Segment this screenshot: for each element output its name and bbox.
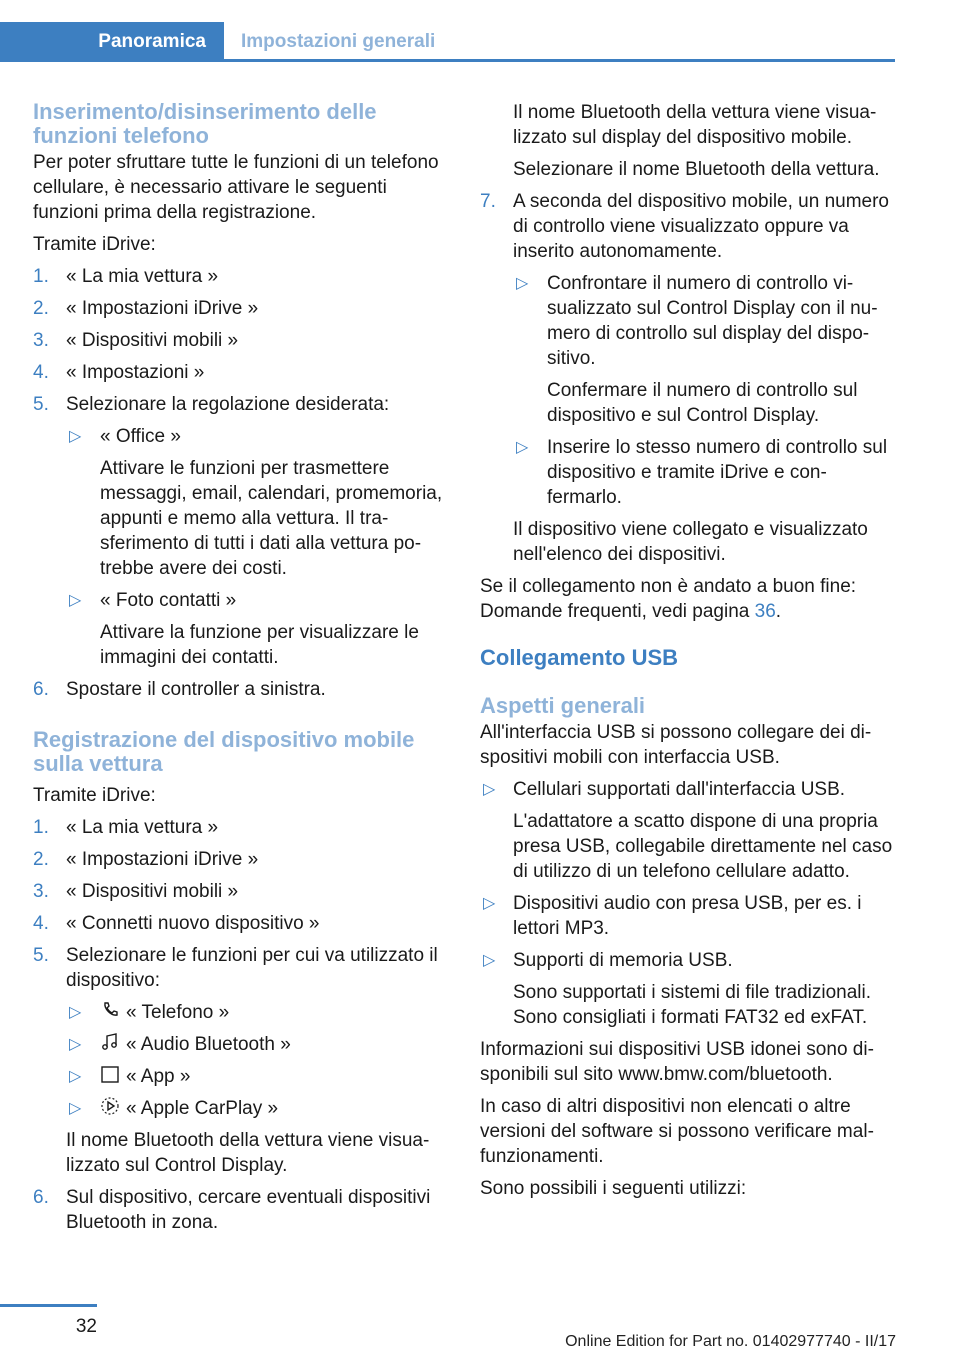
step-number: 4. <box>33 362 49 383</box>
step-number: 7. <box>480 191 496 212</box>
page-header <box>0 22 895 62</box>
tab-panoramica[interactable]: Panoramica <box>0 22 224 62</box>
bullet-confrontare <box>513 271 895 428</box>
carplay-play-icon <box>100 1096 122 1116</box>
step-text: Sul dispositivo, cercare eventuali dispositivi Bluetooth in zona. <box>66 1187 431 1233</box>
step-number: 1. <box>33 266 49 287</box>
step-number: 2. <box>33 849 49 870</box>
function-label: « Telefono » <box>126 1002 230 1023</box>
bullet-inserire <box>513 435 895 510</box>
paragraph: Il nome Bluetooth della vettura viene visualizzato sul display del dispositivo mobile. <box>513 102 877 148</box>
triangle-right-icon: ▷ <box>69 592 82 609</box>
bullet-desc: Attivare la funzione per visualizzare le immagini dei contatti. <box>100 622 419 668</box>
bullet-text: Dispositivi audio con presa USB, per es. i lettori MP3. <box>513 893 862 939</box>
right-column <box>480 100 895 1208</box>
step-number: 5. <box>33 945 49 966</box>
paragraph <box>480 574 895 624</box>
phone-icon <box>100 1000 122 1020</box>
bullet-label: « Foto contatti » <box>100 590 237 611</box>
step-text: « Dispositivi mobili » <box>66 330 239 351</box>
list-item <box>33 943 448 1178</box>
bullet-subtext: Sono supportati i sistemi di file tradizionali. Sono consigliati i formati FAT32 ed exFAT. <box>513 982 872 1028</box>
app-square-icon <box>100 1064 122 1084</box>
heading-registrazione: Registrazione del dispositivo mobile sulla vettura <box>33 727 415 776</box>
bullet-desc: Attivare le funzioni per trasmettere messaggi, email, calendari, promemoria, appunti e memo alla vettura. Il trasferimento di tutti i dati alla vettura potrebbe avere dei costi. <box>100 458 443 579</box>
list-item <box>33 847 448 872</box>
paragraph: Sono possibili i seguenti utilizzi: <box>480 1178 747 1199</box>
paragraph: Selezionare il nome Bluetooth della vettura. <box>513 159 880 180</box>
bullet-text: Confrontare il numero di controllo visualizzato sul Control Display con il numero di controllo sul display del dispositivo. <box>547 273 878 369</box>
step-text: « La mia vettura » <box>66 817 219 838</box>
list-item <box>33 677 448 702</box>
header-rule <box>224 59 895 62</box>
heading-funzioni-telefono: Inserimento/disinserimento delle funzioni telefono <box>33 99 377 148</box>
step-number: 6. <box>33 1187 49 1208</box>
paragraph: In caso di altri dispositivi non elencati o altre versioni del software si possono verificare malfunzionamenti. <box>480 1096 874 1167</box>
bullet-subtext: L'adattatore a scatto dispone di una propria presa USB, collegabile direttamente nel caso di utilizzo di un telefono cellulare adatto. <box>513 811 893 882</box>
bullet-telefono <box>66 1000 448 1025</box>
triangle-right-icon: ▷ <box>483 952 496 969</box>
paragraph: Tramite iDrive: <box>33 785 156 806</box>
step-7-result: Il dispositivo viene collegato e visualizzato nell'elenco dei dispositivi. <box>513 519 868 565</box>
list-item <box>33 328 448 353</box>
triangle-right-icon: ▷ <box>483 781 496 798</box>
triangle-right-icon: ▷ <box>516 439 529 456</box>
list-item <box>33 360 448 385</box>
bullet-dispositivi-audio <box>480 891 895 941</box>
bullet-office <box>66 424 448 581</box>
function-label: « Apple CarPlay » <box>126 1098 279 1119</box>
edition-footer: Online Edition for Part no. 01402977740 - II/17 <box>565 1333 896 1350</box>
step-number: 6. <box>33 679 49 700</box>
paragraph: All'interfaccia USB si possono collegare dei dispositivi mobili con interfaccia USB. <box>480 722 872 768</box>
triangle-right-icon: ▷ <box>69 1100 82 1117</box>
faq-text-end: . <box>775 601 782 622</box>
function-label: « App » <box>126 1066 191 1087</box>
page-number: 32 <box>75 1316 97 1337</box>
bullet-text: Cellulari supportati dall'interfaccia USB. <box>513 779 846 800</box>
step-text: « La mia vettura » <box>66 266 219 287</box>
step-text: « Connetti nuovo dispositivo » <box>66 913 320 934</box>
bullet-text: Supporti di memoria USB. <box>513 950 733 971</box>
step-text: Spostare il controller a sinistra. <box>66 679 326 700</box>
list-item <box>33 392 448 670</box>
paragraph: Tramite iDrive: <box>33 234 156 255</box>
function-label: « Audio Bluetooth » <box>126 1034 291 1055</box>
bullet-label: « Office » <box>100 426 181 447</box>
step-number: 3. <box>33 881 49 902</box>
left-column <box>33 100 448 1242</box>
step-text: A seconda del dispositivo mobile, un numero di controllo viene visualizzato oppure va inserito autonomamente. <box>513 191 890 262</box>
list-item <box>33 264 448 289</box>
faq-text: Se il collegamento non è andato a buon fine: Domande frequenti, vedi pagina <box>480 576 857 622</box>
step-number: 1. <box>33 817 49 838</box>
step-text: « Impostazioni iDrive » <box>66 849 259 870</box>
bullet-supporti-memoria <box>480 948 895 1030</box>
bullet-text: Inserire lo stesso numero di controllo sul dispositivo e tramite iDrive e confermarlo. <box>547 437 888 508</box>
triangle-right-icon: ▷ <box>483 895 496 912</box>
bullet-cellulari <box>480 777 895 884</box>
bullet-carplay <box>66 1096 448 1121</box>
step-number: 5. <box>33 394 49 415</box>
music-note-icon <box>100 1032 122 1052</box>
step-number: 2. <box>33 298 49 319</box>
list-item <box>33 815 448 840</box>
continued-step-6 <box>480 100 895 182</box>
step-text: Selezionare la regolazione desiderata: <box>66 394 390 415</box>
paragraph: Per poter sfruttare tutte le funzioni di un telefono cellulare, è necessario attivare le seguenti funzioni prima della registrazione. <box>33 152 439 223</box>
list-item <box>33 296 448 321</box>
step-text: « Dispositivi mobili » <box>66 881 239 902</box>
bullet-app <box>66 1064 448 1089</box>
bt-name-text: Il nome Bluetooth della vettura viene visualizzato sul Control Display. <box>66 1130 430 1176</box>
paragraph: Informazioni sui dispositivi USB idonei sono disponibili sul sito www.bmw.com/bluetooth. <box>480 1039 874 1085</box>
steps-list-a <box>33 264 448 702</box>
step-number: 4. <box>33 913 49 934</box>
step-text: « Impostazioni » <box>66 362 205 383</box>
bullet-foto-contatti <box>66 588 448 670</box>
footer-rule <box>0 1304 97 1307</box>
triangle-right-icon: ▷ <box>69 428 82 445</box>
page-link-36[interactable]: 36 <box>754 601 776 622</box>
heading-aspetti-generali: Aspetti generali <box>480 693 646 718</box>
heading-collegamento-usb: Collegamento USB <box>480 645 679 670</box>
triangle-right-icon: ▷ <box>69 1036 82 1053</box>
step-text: Selezionare le funzioni per cui va utilizzato il dispositivo: <box>66 945 438 991</box>
list-item <box>33 1185 448 1235</box>
step-text: « Impostazioni iDrive » <box>66 298 259 319</box>
bullet-subtext: Confermare il numero di controllo sul dispositivo e sul Control Display. <box>547 380 858 426</box>
triangle-right-icon: ▷ <box>69 1068 82 1085</box>
triangle-right-icon: ▷ <box>516 275 529 292</box>
step-number: 3. <box>33 330 49 351</box>
list-item <box>480 189 895 567</box>
list-item <box>33 879 448 904</box>
tab-impostazioni-generali[interactable]: Impostazioni generali <box>241 31 436 52</box>
steps-list-b <box>33 815 448 1235</box>
bullet-audio-bluetooth <box>66 1032 448 1057</box>
list-item <box>33 911 448 936</box>
triangle-right-icon: ▷ <box>69 1004 82 1021</box>
